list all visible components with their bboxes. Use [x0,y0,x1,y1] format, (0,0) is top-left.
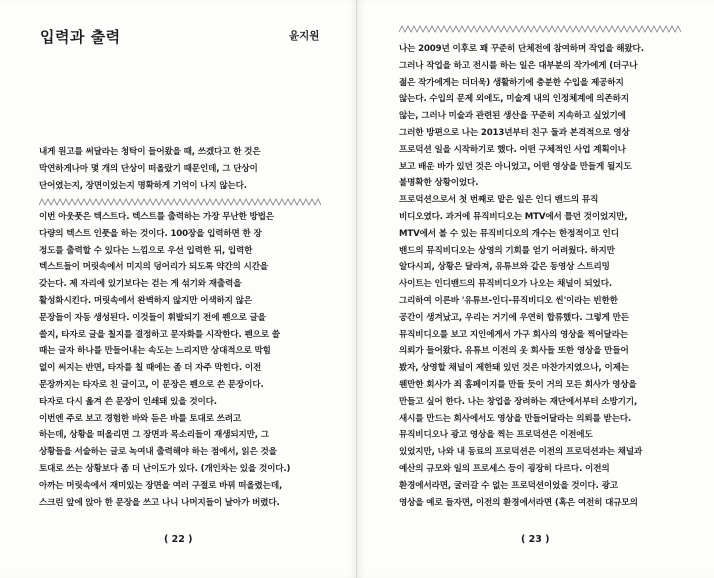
text-line: 뮤직비디오를 보고 지인에게서 가구 회사의 영상을 찍어달라는 [399,329,628,340]
right-page [357,0,714,578]
text-line: 않는다. 수입의 문제 외에도, 미술계 내의 인정체계에 의존하지 [399,94,629,105]
text-line: 불명확한 상황이었다. [399,178,479,189]
text-line: 프로덕션 일을 시작하기로 했다. 어떤 구체적인 사업 계획이나 [399,144,626,155]
zigzag-divider-icon [39,198,321,206]
text-line: 문장들이 자동 생성된다. 이것들이 휘발되기 전에 펜으로 글을 [39,312,266,323]
text-line: 타자로 다시 옮겨 쓴 문장이 인쇄돼 있을 것이다. [39,396,217,407]
text-line: 다량의 텍스트 인풋을 하는 것이다. 100장을 입력하면 한 장 [39,228,262,239]
text-line: 알다시피, 상황은 달라져, 유튜브와 같은 동영상 스트리밍 [399,262,610,273]
right-body-text [399,41,644,511]
zigzag-divider-icon [399,25,681,33]
page-number-right: ( 23 ) [521,534,550,545]
text-line: 텍스트들이 머릿속에서 미지의 덩어리가 되도록 약간의 시간을 [39,262,268,273]
text-line: 때는 글자 하나를 만들어내는 속도는 느리지만 상대적으로 막힘 [39,346,271,357]
text-line: 사이트는 인디밴드의 뮤직비디오가 나오는 채널이 되었다. [399,279,612,290]
intro-paragraph [39,144,261,194]
chapter-title: 입력과 출력 [40,28,121,46]
text-line: 웬만한 회사가 죄 홈페이지를 만들 듯이 거의 모든 회사가 영상을 [399,379,637,390]
text-line: 뮤직비디오나 광고 영상을 찍는 프로덕션은 이전에도 [399,430,593,441]
text-line: 토대로 쓰는 상황보다 좀 더 난이도가 있다. (개인차는 있을 것이다.) [39,463,291,474]
text-line: 정도를 출력할 수 있다는 느낌으로 우선 입력한 뒤, 입력한 [39,245,253,256]
text-line: 단어였는지, 장면이었는지 명확하게 기억이 나지 않는다. [39,180,247,191]
text-line: 갖는다. 제 자리에 있기보다는 걷는 게 섞기와 재출력을 [39,279,242,290]
text-line: 막연하게나마 몇 개의 단상이 떠올랐기 때문인데, 그 단상이 [39,163,258,174]
page-number-left: ( 22 ) [164,534,193,545]
text-line: 나는 2009년 이후로 꽤 꾸준히 단체전에 참여하며 작업을 해왔다. [399,44,644,54]
text-line: 문장까지는 타자로 친 글이고, 이 문장은 펜으로 쓴 문장이다. [39,379,264,390]
text-line: 예산의 규모와 일의 프로세스 등이 굉장히 다르다. 이전의 [399,463,610,474]
text-line: 새시를 만드는 회사에서도 영상을 만들어달라는 의뢰를 받는다. [399,413,632,424]
text-line: 스크린 앞에 앉아 한 문장을 쓰고 나니 나머지들이 날아가 버렸다. [39,497,280,508]
text-line: 그리하여 이른바 '유튜브-인디-뮤직비디오 씬'이라는 빈한한 [399,295,618,306]
text-line: 상황들을 서술하는 글로 녹여내 출력해야 하는 점에서, 읽은 것을 [39,447,277,458]
text-line: 쓸지, 타자로 글을 칠지를 결정하고 문자화를 시작한다. 펜으로 쓸 [39,329,280,340]
author-name: 윤지원 [289,30,320,42]
text-line: 의뢰가 들어왔다. 유튜브 이전의 옷 회사들 또한 영상을 만들어 [399,346,629,357]
left-body-text [39,209,290,511]
text-line: 내게 원고를 써달라는 청탁이 들어왔을 때, 쓰겠다고 한 것은 [39,147,261,157]
text-line: 밴드의 뮤직비디오는 상영의 기회를 얻기 어려웠다. 하지만 [399,245,615,256]
text-line: 공간이 생겨났고, 우리는 거기에 우연히 합류했다. 그렇게 만든 [399,312,629,323]
text-line: 않는, 그러나 미술과 관련된 생산을 꾸준히 지속하고 싶었기에 [399,111,626,122]
text-line: 그러한 방편으로 나는 2013년부터 친구 둘과 본격적으로 영상 [399,127,630,138]
text-line: 프로덕션으로서 첫 번째로 맡은 일은 인디 밴드의 뮤직 [399,195,599,206]
text-line: 있었지만, 나와 내 동료의 프로덕션은 이전의 프로덕션과는 채널과 [399,447,643,458]
text-line: 하는데, 상황을 떠올리면 그 장면과 목소리들이 재생되지만, 그 [39,430,269,441]
text-line: 그러나 작업을 하고 전시를 하는 일은 대부분의 작가에게 (더구나 [399,60,638,71]
text-line: 없이 써지는 반면, 타자를 칠 때에는 좀 더 자주 막힌다. 이전 [39,363,262,374]
text-line: 젊은 작가에게는 더더욱) 생활하기에 충분한 수입을 제공하지 [399,77,624,88]
text-line: 영상을 예로 들자면, 이전의 환경에서라면 (혹은 여전히 대규모의 [399,497,638,508]
text-line: 활성화시킨다. 머릿속에서 완벽하지 않지만 어색하지 않은 [39,295,252,306]
text-line: 이번 아웃풋은 텍스트다. 텍스트를 출력하는 가장 무난한 방법은 [39,212,274,222]
text-line: MTV에서 볼 수 있는 뮤직비디오의 개수는 한정적이고 인디 [399,228,619,239]
text-line: 이번엔 주로 보고 경험한 바와 듣은 바를 토대로 쓰려고 [39,413,242,424]
text-line: 아까는 머릿속에서 재미있는 장면을 여러 구절로 바꿔 떠올렸는데, [39,480,283,491]
text-line: 만들고 싶어 한다. 나는 창업을 장려하는 재단에서부터 소방기기, [399,396,638,407]
text-line: 비디오였다. 과거에 뮤직비디오는 MTV에서 틀던 것이었지만, [399,211,628,222]
text-line: 보고 배운 바가 있던 것은 아니었고, 어떤 영상을 만들게 될지도 [399,161,632,172]
text-line: 환경에서라면, 굴러갈 수 없는 프로덕션이었을 것이다. 광고 [399,480,618,491]
text-line: 봤자, 상영할 채널이 제한돼 있던 것은 마찬가지였으나, 이제는 [399,363,629,374]
